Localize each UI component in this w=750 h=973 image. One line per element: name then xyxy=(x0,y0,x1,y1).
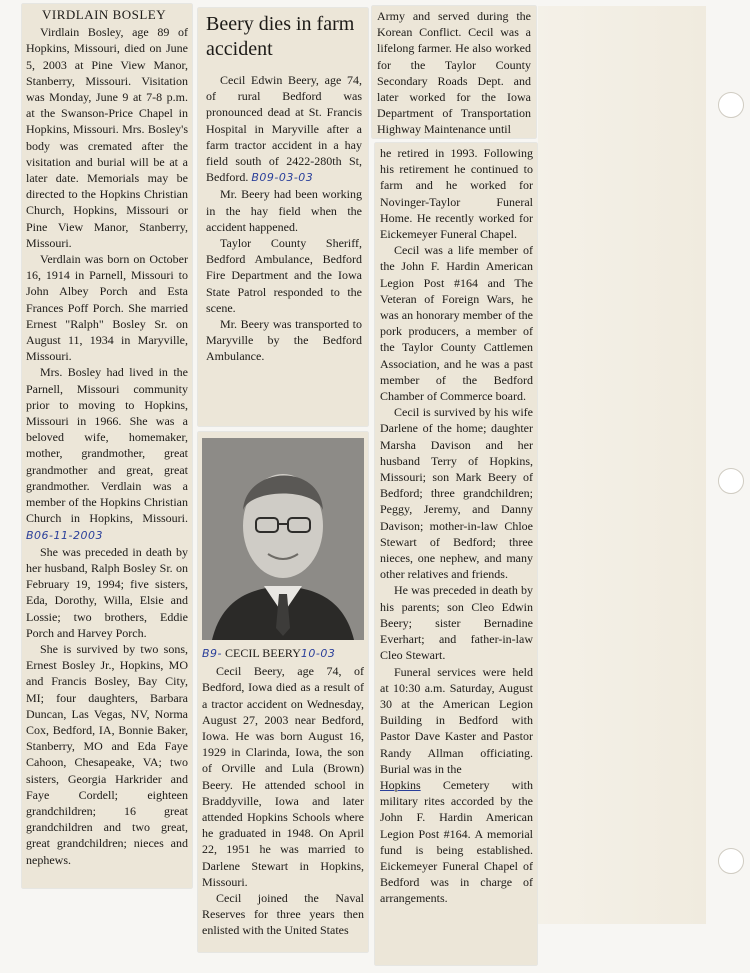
handwritten-note: 10-03 xyxy=(300,647,336,660)
paragraph: Funeral services were held at 10:30 a.m. Saturday, August 30 at the American Legion Building in Bedford with Pastor Dave Kaster and Pastor Randy Allman officiating. Burial was in the xyxy=(380,664,533,776)
paragraph: He was preceded in death by his parents; son Cleo Edwin Beery; sister Bernadine Everhart; and father-in-law Cleo Stewart. xyxy=(380,583,533,663)
binder-hole xyxy=(718,468,744,494)
paragraph: She is survived by two sons, Ernest Bosley Jr., Hopkins, MO and Francis Bosley, Bay City, MI; four daughters, Barbara Duncan, Las Vegas, NV, Norma Cox, Bedford, IA, Bonnie Baker, Stanberry, MO and Eda Faye Cahoon, Chesapeake, VA; two sisters, Georgia Harkrider and Faye Cordell; eighteen grandchildren; 16 great grandchildren and two great, great grandchildren; nieces and nephews. xyxy=(26,641,188,867)
caption-name: CECIL BEERY xyxy=(225,646,301,660)
paragraph: Cecil joined the Naval Reserves for three years then enlisted with the United States xyxy=(202,891,364,938)
portrait-photo xyxy=(202,438,364,640)
paragraph: he retired in 1993. Following his retirement he continued to farm and he worked for Novinger-Taylor Funeral Home. He recently worked for Eickemeyer Funeral Chapel. xyxy=(380,146,533,242)
paragraph: Hopkins Cemetery with military rites accorded by the John F. Hardin American Legion Post #164. A memorial fund is being established. Eickemeyer Funeral Chapel of Bedford was in charge of arrangements. xyxy=(380,777,533,906)
paragraph: Taylor County Sheriff, Bedford Ambulance, Bedford Fire Department and the Iowa State Patrol responded to the scene. xyxy=(206,236,362,315)
photo-caption xyxy=(202,645,364,662)
binder-hole xyxy=(718,848,744,874)
obituary-continuation xyxy=(372,6,536,138)
handwritten-note: B06-11-2003 xyxy=(26,528,103,542)
paragraph: Virdlain Bosley, age 89 of Hopkins, Missouri, died on June 5, 2003 at Pine View Manor, Stanberry, Missouri. Visitation was Monday, June 9 at 7-8 p.m. at the Swanson-Price Chapel in Hopkins, Missouri. Mrs. Bosley's body was cremated after the visitation and burial will be at a later date. Memorials may be directed to the Hopkins Christian Church, Hopkins, Missouri or Pine View Manor, Stanberry, Missouri. xyxy=(26,25,188,250)
paragraph: Cecil is survived by his wife Darlene of the home; daughter Marsha Davison and her husband Terry of Hopkins, Missouri; son Mark Beery of Bedford; three grandchildren; Peggy, Jeremy, and Danny Davison; mother-in-law Chloe Stewart of Bedford; three nieces, one nephew, and many other relatives and friends. xyxy=(380,405,533,582)
paragraph: Cecil was a life member of the John F. Hardin American Legion Post #164 and The Veteran of Foreign Wars, he was an honorary member of the pork producers, a member of the Taylor County Cattlemen Association, and he was a past member of the Bedford Chamber of Commerce board. xyxy=(380,243,533,404)
underlined-word: Hopkins xyxy=(380,777,421,792)
paragraph: She was preceded in death by her husband, Ralph Bosley Sr. on February 19, 1994; five sisters, Eda, Dorothy, Willa, Elsie and Lossie; two brothers, Eddie Porch and Harvey Porch. xyxy=(26,544,188,640)
news-article-beery xyxy=(198,8,368,426)
paragraph: Mr. Beery was transported to Maryville by the Bedford Ambulance. xyxy=(206,317,362,364)
paragraph: Cecil Beery, age 74, of Bedford, Iowa died as a result of a tractor accident on Wednesday, August 27, 2003 near Bedford, Iowa. He was born August 16, 1929 in Clarinda, Iowa, the son of Orville and Lula (Brown) Beery. He attended school in Braddyville, Iowa and later attended Hopkins Schools where he graduated in 1948. On April 22, 1951 he was married to Darlene Stewart in Hopkins, Missouri. xyxy=(202,664,364,889)
obituary-name: VIRDLAIN BOSLEY xyxy=(42,7,167,22)
handwritten-note: B09-03-03 xyxy=(251,171,314,185)
obituary-continuation-2 xyxy=(375,143,537,965)
blank-clipping-strip xyxy=(538,6,706,924)
article-headline: Beery dies in farm accident xyxy=(206,13,355,60)
paragraph: Cecil Edwin Beery, age 74, of rural Bedford was pronounced dead at St. Francis Hospital in Maryville after a farm tractor accident in a hay field south of 2422-280th St, Bedford. B09-03-03 xyxy=(206,73,362,185)
paragraph: Mrs. Bosley had lived in the Parnell, Missouri community prior to moving to Hopkins, Missouri in 1966. She was a beloved wife, homemaker, mother, grandmother, great grandmother and great, great grandmother. Verdlain was a member of the Hopkins Christian Church in Hopkins, Missouri. B06-11-2003 xyxy=(26,365,188,542)
paragraph: Army and served during the Korean Conflict. Cecil was a lifelong farmer. He also worked for the Taylor County Secondary Roads Dept. and later worked for the Iowa Department of Transportation Highway Maintenance until xyxy=(377,9,531,137)
paragraph: Mr. Beery had been working in the hay field when the accident happened. xyxy=(206,187,362,234)
obituary-bosley xyxy=(22,4,192,888)
binder-hole xyxy=(718,92,744,118)
paragraph: Verdlain was born on October 16, 1914 in Parnell, Missouri to John Albey Porch and Esta Frances Poff Porch. She married Ernest "Ralph" Bosley Sr. on August 11, 1934 in Maryville, Missouri. xyxy=(26,252,188,364)
handwritten-note: B9- xyxy=(202,647,223,660)
portrait-silhouette-icon xyxy=(202,438,364,640)
obituary-beery xyxy=(198,432,368,952)
